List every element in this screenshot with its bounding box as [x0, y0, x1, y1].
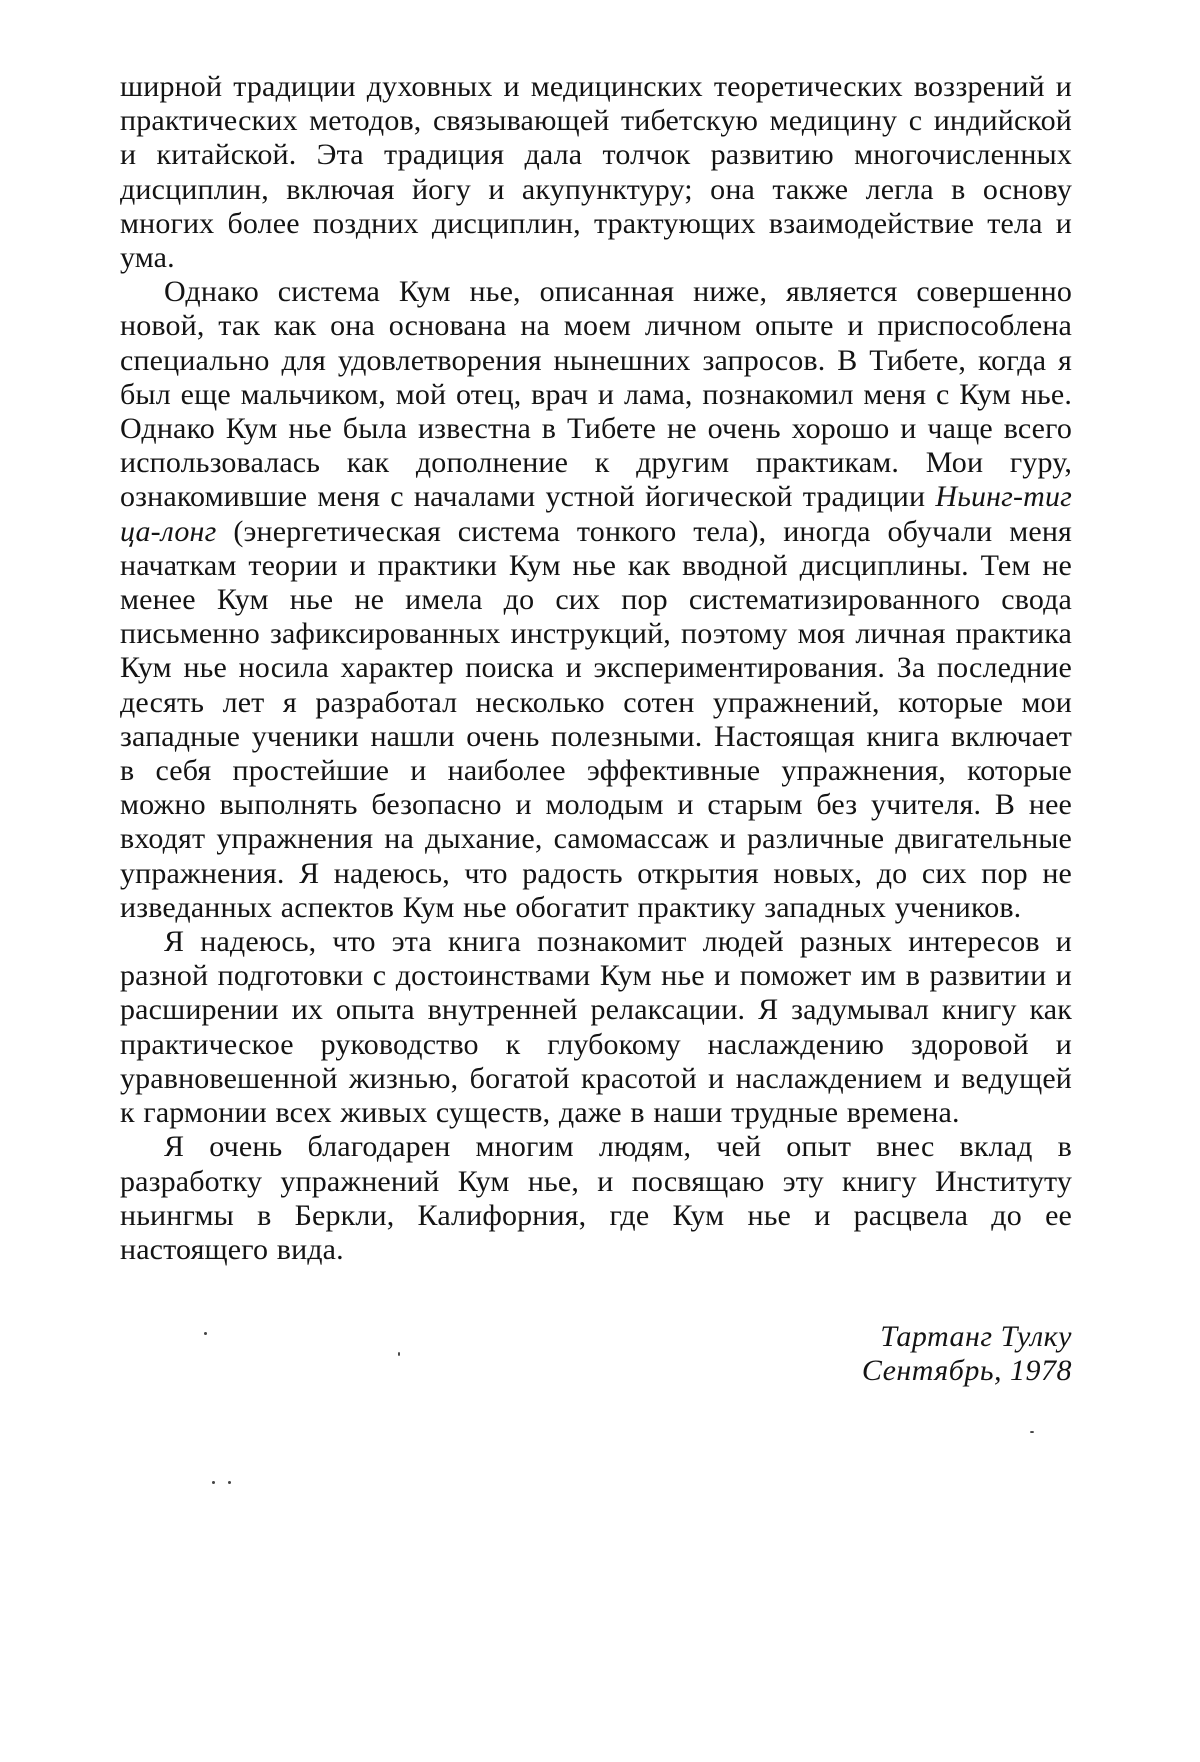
scan-speck [212, 1481, 215, 1484]
paragraph-2-text-a: Однако система Кум нье, описанная ниже, является совершенно новой, так как она основана на моем личном опыте и приспособлена специально для удовлетворения нынешних запросов. В Тибете, когда я был еще мальчиком, мой отец, врач и лама, познакомил меня с Кум нье. Однако Кум нье была известна в Тибете не очень хорошо и чаще всего использовалась как дополнение к другим практикам. Мои гуру, ознакомившие меня с началами устной йогической традиции [120, 275, 1072, 513]
paragraph-2-italic-term: Ньинг-тиг ца-лонг [120, 480, 1072, 547]
paragraph-1 [120, 70, 1072, 275]
paragraph-2 [120, 275, 1072, 925]
paragraph-4 [120, 1130, 1072, 1267]
signature-author: Тартанг Тулку [862, 1320, 1072, 1354]
scan-speck [228, 1481, 231, 1484]
scan-speck [1030, 1431, 1034, 1433]
paragraph-3-text: Я надеюсь, что эта книга познакомит людей разных интересов и разной подготовки с достоинствами Кум нье и поможет им в развитии и расширении их опыта внутренней релаксации. Я задумывал книгу как практическое руководство к глубокому наслаждению здоровой и уравновешенной жизнью, богатой красотой и наслаждением и ведущей к гармонии всех живых существ, даже в наши трудные времена. [120, 925, 1072, 1129]
signature-date: Сентябрь, 1978 [862, 1354, 1072, 1388]
page-body [120, 70, 1072, 1267]
paragraph-1-text: ширной традиции духовных и медицинских теоретических воззрений и практических методов, связывающей тибетскую медицину с индийской и китайской. Эта традиция дала толчок развитию многочисленных дисциплин, включая йогу и акупунктуру; она также легла в основу многих более поздних дисциплин, трактующих взаимодействие тела и ума. [120, 70, 1072, 274]
paragraph-4-text: Я очень благодарен многим людям, чей опыт внес вклад в разработку упражнений Кум нье, и посвящаю эту книгу Институту ньингмы в Беркли, Калифорния, где Кум нье и расцвела до ее настоящего вида. [120, 1130, 1072, 1266]
paragraph-2-text-b: (энергетическая система тонкого тела), иногда обучали меня начаткам теории и практики Кум нье как вводной дисциплины. Тем не менее Кум нье не имела до сих пор систематизированного свода письменно зафиксированных инструкций, поэтому моя личная практика Кум нье носила характер поиска и экспериментирования. За последние десять лет я разработал несколько сотен упражнений, которые мои западные ученики нашли очень полезными. Настоящая книга включает в себя простейшие и наиболее эффективные упражнения, которые можно выполнять безопасно и молодым и старым без учителя. В нее входят упражнения на дыхание, самомассаж и различные двигательные упражнения. Я надеюсь, что радость открытия новых, до сих пор не изведанных аспектов Кум нье обогатит практику западных учеников. [120, 515, 1072, 924]
scan-speck [398, 1352, 400, 1356]
scan-speck [204, 1332, 207, 1335]
paragraph-3 [120, 925, 1072, 1130]
signature-block [862, 1320, 1072, 1388]
